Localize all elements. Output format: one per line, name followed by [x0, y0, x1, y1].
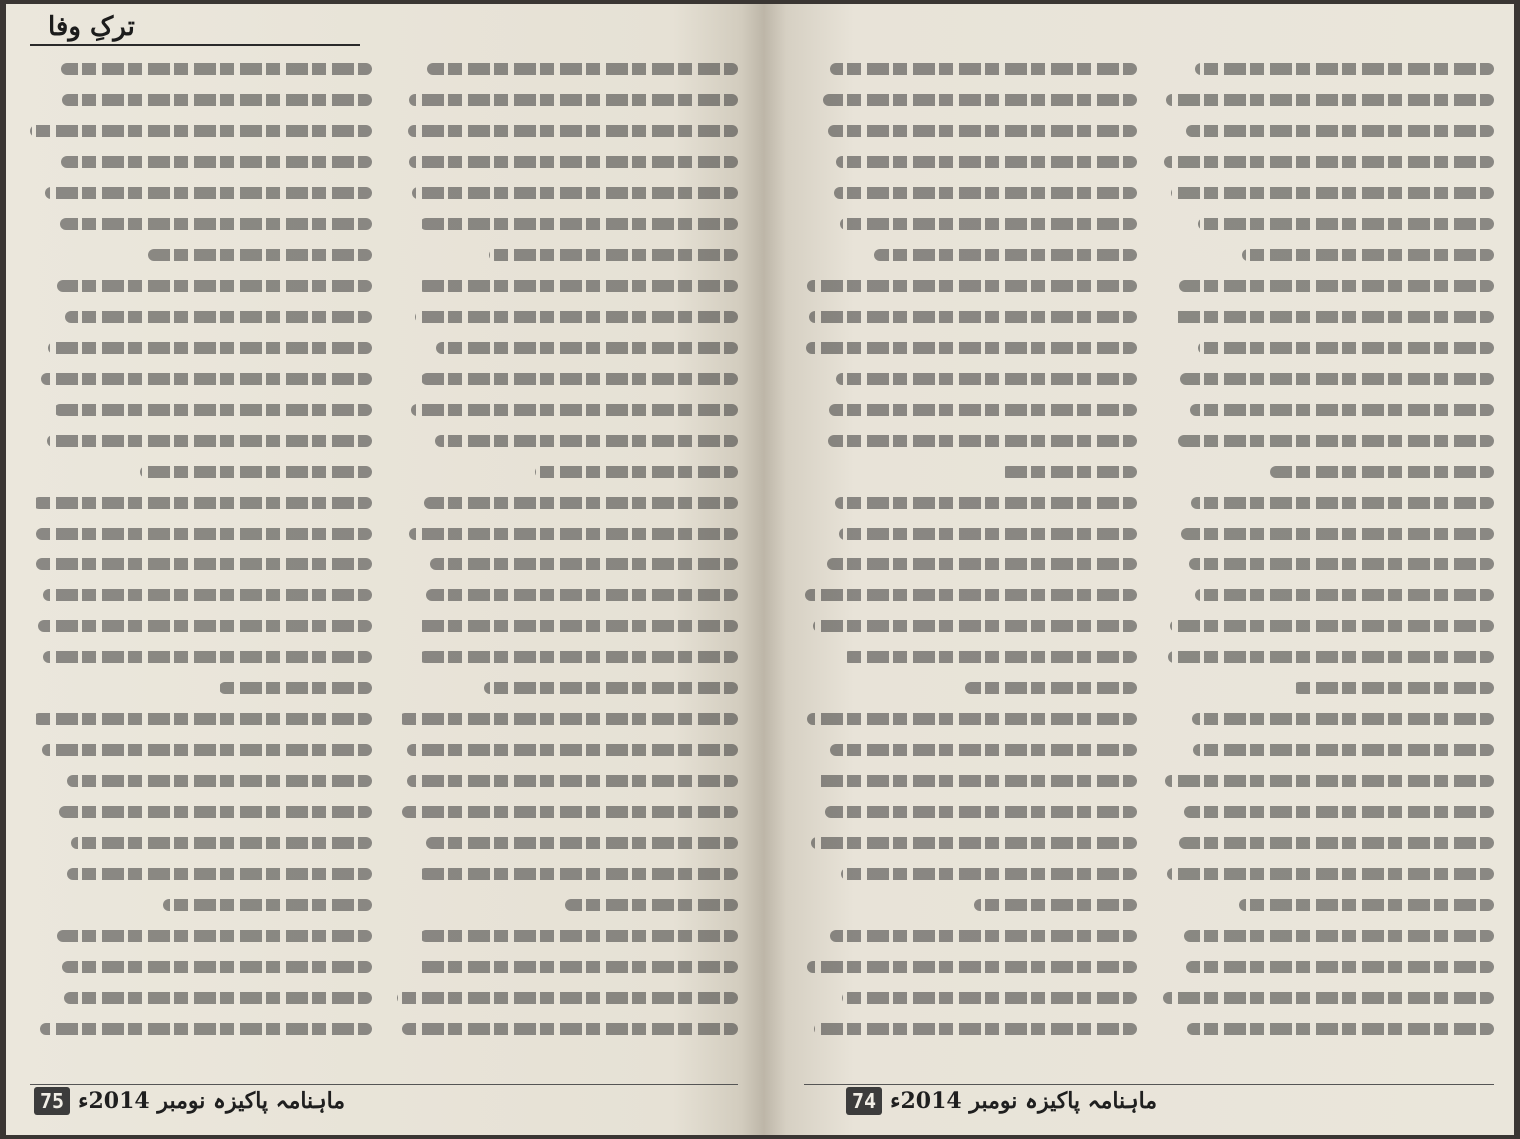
text-line-placeholder [30, 125, 372, 137]
text-line [30, 332, 372, 363]
page-number: 75 [34, 1087, 70, 1115]
text-line [804, 456, 1137, 487]
text-line [1161, 209, 1494, 240]
text-line [396, 827, 738, 858]
text-line [804, 178, 1137, 209]
text-line [396, 240, 738, 271]
text-line [804, 827, 1137, 858]
text-line [30, 425, 372, 456]
text-line-placeholder [1172, 311, 1494, 323]
text-line [1161, 704, 1494, 735]
text-line-placeholder [41, 373, 372, 385]
text-line [1161, 116, 1494, 147]
text-line [30, 240, 372, 271]
text-line-placeholder [1242, 249, 1494, 261]
text-line-placeholder [1180, 373, 1494, 385]
text-line [396, 363, 738, 394]
text-line-placeholder [42, 744, 372, 756]
text-line [804, 735, 1137, 766]
text-line [396, 889, 738, 920]
text-line-placeholder [420, 930, 738, 942]
text-line-placeholder [840, 218, 1137, 230]
text-line [804, 951, 1137, 982]
text-line-placeholder [420, 218, 738, 230]
text-line-placeholder [436, 342, 738, 354]
text-line [804, 580, 1137, 611]
text-line-placeholder [36, 558, 372, 570]
right-page-columns [804, 54, 1494, 1044]
text-line [396, 209, 738, 240]
text-line-placeholder [1195, 589, 1494, 601]
text-line [804, 889, 1137, 920]
text-line [30, 797, 372, 828]
text-line [804, 982, 1137, 1013]
text-line-placeholder [65, 311, 372, 323]
text-line-placeholder [1163, 992, 1494, 1004]
text-line [30, 363, 372, 394]
text-line-placeholder [36, 528, 372, 540]
text-line [1161, 642, 1494, 673]
text-line-placeholder [830, 744, 1137, 756]
text-line-placeholder [1198, 342, 1494, 354]
text-line [1161, 363, 1494, 394]
text-line-placeholder [815, 775, 1137, 787]
text-line [1161, 332, 1494, 363]
text-line-placeholder [1239, 899, 1494, 911]
text-line-placeholder [843, 651, 1137, 663]
text-line-placeholder [59, 806, 372, 818]
text-line-placeholder [1164, 156, 1494, 168]
text-line [1161, 487, 1494, 518]
text-line-placeholder [974, 899, 1137, 911]
text-line-placeholder [1193, 744, 1494, 756]
text-line [30, 518, 372, 549]
text-line-placeholder [535, 466, 739, 478]
text-line [1161, 302, 1494, 333]
text-line [1161, 858, 1494, 889]
text-line-placeholder [409, 94, 738, 106]
text-line [396, 704, 738, 735]
text-line-placeholder [48, 342, 372, 354]
text-line [396, 178, 738, 209]
text-line [1161, 889, 1494, 920]
text-line-placeholder [839, 528, 1137, 540]
text-line-placeholder [806, 342, 1137, 354]
text-line-placeholder [1179, 837, 1494, 849]
text-line [1161, 178, 1494, 209]
text-line [1161, 54, 1494, 85]
text-line-placeholder [1198, 218, 1494, 230]
text-line [804, 394, 1137, 425]
text-line [396, 85, 738, 116]
text-line-placeholder [835, 497, 1137, 509]
text-line [30, 1013, 372, 1044]
text-line-placeholder [807, 961, 1137, 973]
text-line-placeholder [807, 280, 1138, 292]
text-line-placeholder [1166, 94, 1494, 106]
text-line [30, 889, 372, 920]
text-line-placeholder [1186, 961, 1494, 973]
text-line [30, 147, 372, 178]
text-line [30, 549, 372, 580]
text-line-placeholder [219, 682, 372, 694]
text-line-placeholder [1195, 63, 1494, 75]
text-line-placeholder [148, 249, 372, 261]
text-line [30, 611, 372, 642]
text-line [396, 580, 738, 611]
text-line [1161, 920, 1494, 951]
text-line [1161, 518, 1494, 549]
text-line [1161, 673, 1494, 704]
text-line-placeholder [1181, 528, 1494, 540]
text-line [804, 425, 1137, 456]
text-line-placeholder [965, 682, 1137, 694]
text-line [804, 271, 1137, 302]
text-line [804, 642, 1137, 673]
text-line [1161, 827, 1494, 858]
text-line [1161, 951, 1494, 982]
text-line [396, 951, 738, 982]
text-line-placeholder [1168, 651, 1494, 663]
text-line [1161, 735, 1494, 766]
text-line-placeholder [67, 868, 372, 880]
text-line-placeholder [407, 775, 738, 787]
page-number: 74 [846, 1087, 882, 1115]
text-line-placeholder [57, 280, 372, 292]
text-line [30, 209, 372, 240]
right-page-column-right [1161, 54, 1494, 1044]
text-line-placeholder [426, 837, 738, 849]
text-line [1161, 425, 1494, 456]
text-line-placeholder [33, 497, 372, 509]
text-line-placeholder [43, 651, 372, 663]
text-line [804, 549, 1137, 580]
text-line [30, 858, 372, 889]
text-line [1161, 456, 1494, 487]
text-line [30, 271, 372, 302]
text-line-placeholder [71, 837, 372, 849]
left-page-footer [34, 1087, 345, 1115]
text-line-placeholder [489, 249, 738, 261]
footer-rule [804, 1084, 1494, 1085]
text-line-placeholder [1170, 620, 1494, 632]
text-line [396, 611, 738, 642]
text-line-placeholder [62, 94, 372, 106]
text-line [30, 54, 372, 85]
text-line [396, 394, 738, 425]
text-line-placeholder [1178, 435, 1494, 447]
text-line-placeholder [1187, 1023, 1494, 1035]
text-line [30, 394, 372, 425]
text-line [1161, 1013, 1494, 1044]
text-line [396, 54, 738, 85]
text-line-placeholder [565, 899, 738, 911]
text-line-placeholder [841, 868, 1137, 880]
text-line [30, 302, 372, 333]
text-line [396, 642, 738, 673]
left-page [6, 4, 764, 1135]
text-line [1161, 147, 1494, 178]
text-line-placeholder [407, 744, 738, 756]
text-line-placeholder [1293, 682, 1494, 694]
text-line-placeholder [842, 992, 1137, 1004]
left-page-column-right [396, 54, 738, 1044]
text-line [30, 735, 372, 766]
text-line [804, 518, 1137, 549]
text-line-placeholder [430, 558, 738, 570]
text-line-placeholder [1270, 466, 1494, 478]
text-line-placeholder [1167, 868, 1494, 880]
text-line [396, 456, 738, 487]
text-line-placeholder [61, 156, 372, 168]
text-line-placeholder [1189, 558, 1494, 570]
text-line-placeholder [484, 682, 738, 694]
text-line-placeholder [807, 713, 1137, 725]
text-line [1161, 766, 1494, 797]
text-line-placeholder [829, 404, 1137, 416]
text-line-placeholder [805, 589, 1137, 601]
text-line-placeholder [62, 961, 372, 973]
text-line-placeholder [163, 899, 372, 911]
text-line [804, 147, 1137, 178]
text-line [30, 116, 372, 147]
text-line [30, 85, 372, 116]
text-line [804, 302, 1137, 333]
text-line-placeholder [828, 125, 1137, 137]
text-line-placeholder [397, 992, 738, 1004]
text-line-placeholder [427, 63, 738, 75]
text-line [396, 116, 738, 147]
text-line-placeholder [814, 1023, 1137, 1035]
text-line [30, 642, 372, 673]
text-line [396, 425, 738, 456]
text-line [396, 766, 738, 797]
text-line-placeholder [424, 497, 738, 509]
text-line [1161, 240, 1494, 271]
text-line-placeholder [415, 311, 738, 323]
text-line-placeholder [828, 435, 1137, 447]
text-line-placeholder [411, 404, 738, 416]
text-line-placeholder [60, 218, 372, 230]
text-line [1161, 982, 1494, 1013]
text-line [1161, 85, 1494, 116]
text-line-placeholder [809, 311, 1137, 323]
text-line [804, 363, 1137, 394]
header-title: ترکِ وفا [48, 12, 135, 42]
text-line-placeholder [813, 620, 1137, 632]
text-line [30, 178, 372, 209]
text-line [1161, 580, 1494, 611]
text-line-placeholder [399, 713, 738, 725]
text-line [396, 982, 738, 1013]
text-line [396, 797, 738, 828]
text-line [396, 147, 738, 178]
text-line [1161, 271, 1494, 302]
text-line [804, 85, 1137, 116]
text-line [30, 920, 372, 951]
text-line [396, 302, 738, 333]
text-line-placeholder [421, 373, 738, 385]
text-line [804, 240, 1137, 271]
text-line-placeholder [417, 961, 738, 973]
text-line [804, 797, 1137, 828]
text-line-placeholder [1186, 125, 1494, 137]
text-line-placeholder [418, 280, 738, 292]
text-line [396, 1013, 738, 1044]
text-line-placeholder [825, 806, 1137, 818]
text-line-placeholder [43, 589, 372, 601]
left-page-column-left [30, 54, 372, 1044]
text-line [396, 332, 738, 363]
text-line [396, 735, 738, 766]
text-line [804, 766, 1137, 797]
text-line-placeholder [1184, 930, 1494, 942]
footer-rule [30, 1084, 738, 1085]
text-line-placeholder [1171, 187, 1494, 199]
text-line-placeholder [836, 373, 1137, 385]
text-line [396, 858, 738, 889]
text-line [804, 116, 1137, 147]
footer-text: ماہنامہ پاکیزہ نومبر 2014ء [78, 1088, 346, 1114]
text-line-placeholder [827, 558, 1137, 570]
text-line-placeholder [33, 713, 372, 725]
text-line-placeholder [419, 868, 738, 880]
text-line [804, 332, 1137, 363]
text-line-placeholder [1001, 466, 1137, 478]
text-line-placeholder [40, 1023, 372, 1035]
footer-text: ماہنامہ پاکیزہ نومبر 2014ء [890, 1088, 1158, 1114]
text-line-placeholder [1165, 775, 1494, 787]
left-page-columns [30, 54, 738, 1044]
text-line-placeholder [38, 620, 372, 632]
magazine-spread [6, 4, 1514, 1135]
text-line-placeholder [834, 187, 1137, 199]
text-line-placeholder [1192, 713, 1494, 725]
text-line [804, 611, 1137, 642]
text-line-placeholder [61, 63, 372, 75]
text-line-placeholder [54, 404, 372, 416]
text-line [30, 673, 372, 704]
text-line-placeholder [435, 435, 738, 447]
text-line-placeholder [64, 992, 372, 1004]
text-line [804, 54, 1137, 85]
text-line [396, 518, 738, 549]
text-line [30, 827, 372, 858]
text-line [804, 487, 1137, 518]
text-line-placeholder [402, 1023, 738, 1035]
text-line-placeholder [417, 620, 738, 632]
right-page [764, 4, 1514, 1135]
text-line-placeholder [811, 837, 1137, 849]
text-line-placeholder [412, 187, 738, 199]
text-line [1161, 797, 1494, 828]
text-line-placeholder [419, 651, 738, 663]
text-line-placeholder [1191, 497, 1494, 509]
text-line [804, 920, 1137, 951]
text-line-placeholder [409, 156, 738, 168]
text-line-placeholder [140, 466, 372, 478]
text-line-placeholder [830, 930, 1137, 942]
text-line-placeholder [823, 94, 1137, 106]
text-line-placeholder [1184, 806, 1494, 818]
text-line [804, 704, 1137, 735]
text-line-placeholder [874, 249, 1137, 261]
text-line [396, 487, 738, 518]
text-line [30, 456, 372, 487]
text-line [30, 487, 372, 518]
right-page-column-left [804, 54, 1137, 1044]
text-line [30, 982, 372, 1013]
text-line [30, 766, 372, 797]
text-line-placeholder [830, 63, 1137, 75]
text-line [1161, 394, 1494, 425]
text-line-placeholder [426, 589, 738, 601]
text-line-placeholder [45, 187, 372, 199]
text-line [804, 673, 1137, 704]
text-line [30, 704, 372, 735]
text-line [804, 209, 1137, 240]
text-line [396, 920, 738, 951]
text-line-placeholder [409, 528, 738, 540]
text-line-placeholder [836, 156, 1137, 168]
right-page-footer [846, 1087, 1157, 1115]
text-line-placeholder [67, 775, 372, 787]
text-line-placeholder [408, 125, 738, 137]
text-line [804, 1013, 1137, 1044]
text-line-placeholder [1190, 404, 1494, 416]
text-line-placeholder [47, 435, 372, 447]
text-line [804, 858, 1137, 889]
text-line-placeholder [1179, 280, 1494, 292]
text-line-placeholder [57, 930, 372, 942]
text-line [1161, 549, 1494, 580]
text-line [1161, 611, 1494, 642]
text-line-placeholder [402, 806, 738, 818]
text-line [396, 673, 738, 704]
text-line [30, 580, 372, 611]
text-line [396, 271, 738, 302]
header-rule [30, 44, 360, 46]
text-line [396, 549, 738, 580]
text-line [30, 951, 372, 982]
